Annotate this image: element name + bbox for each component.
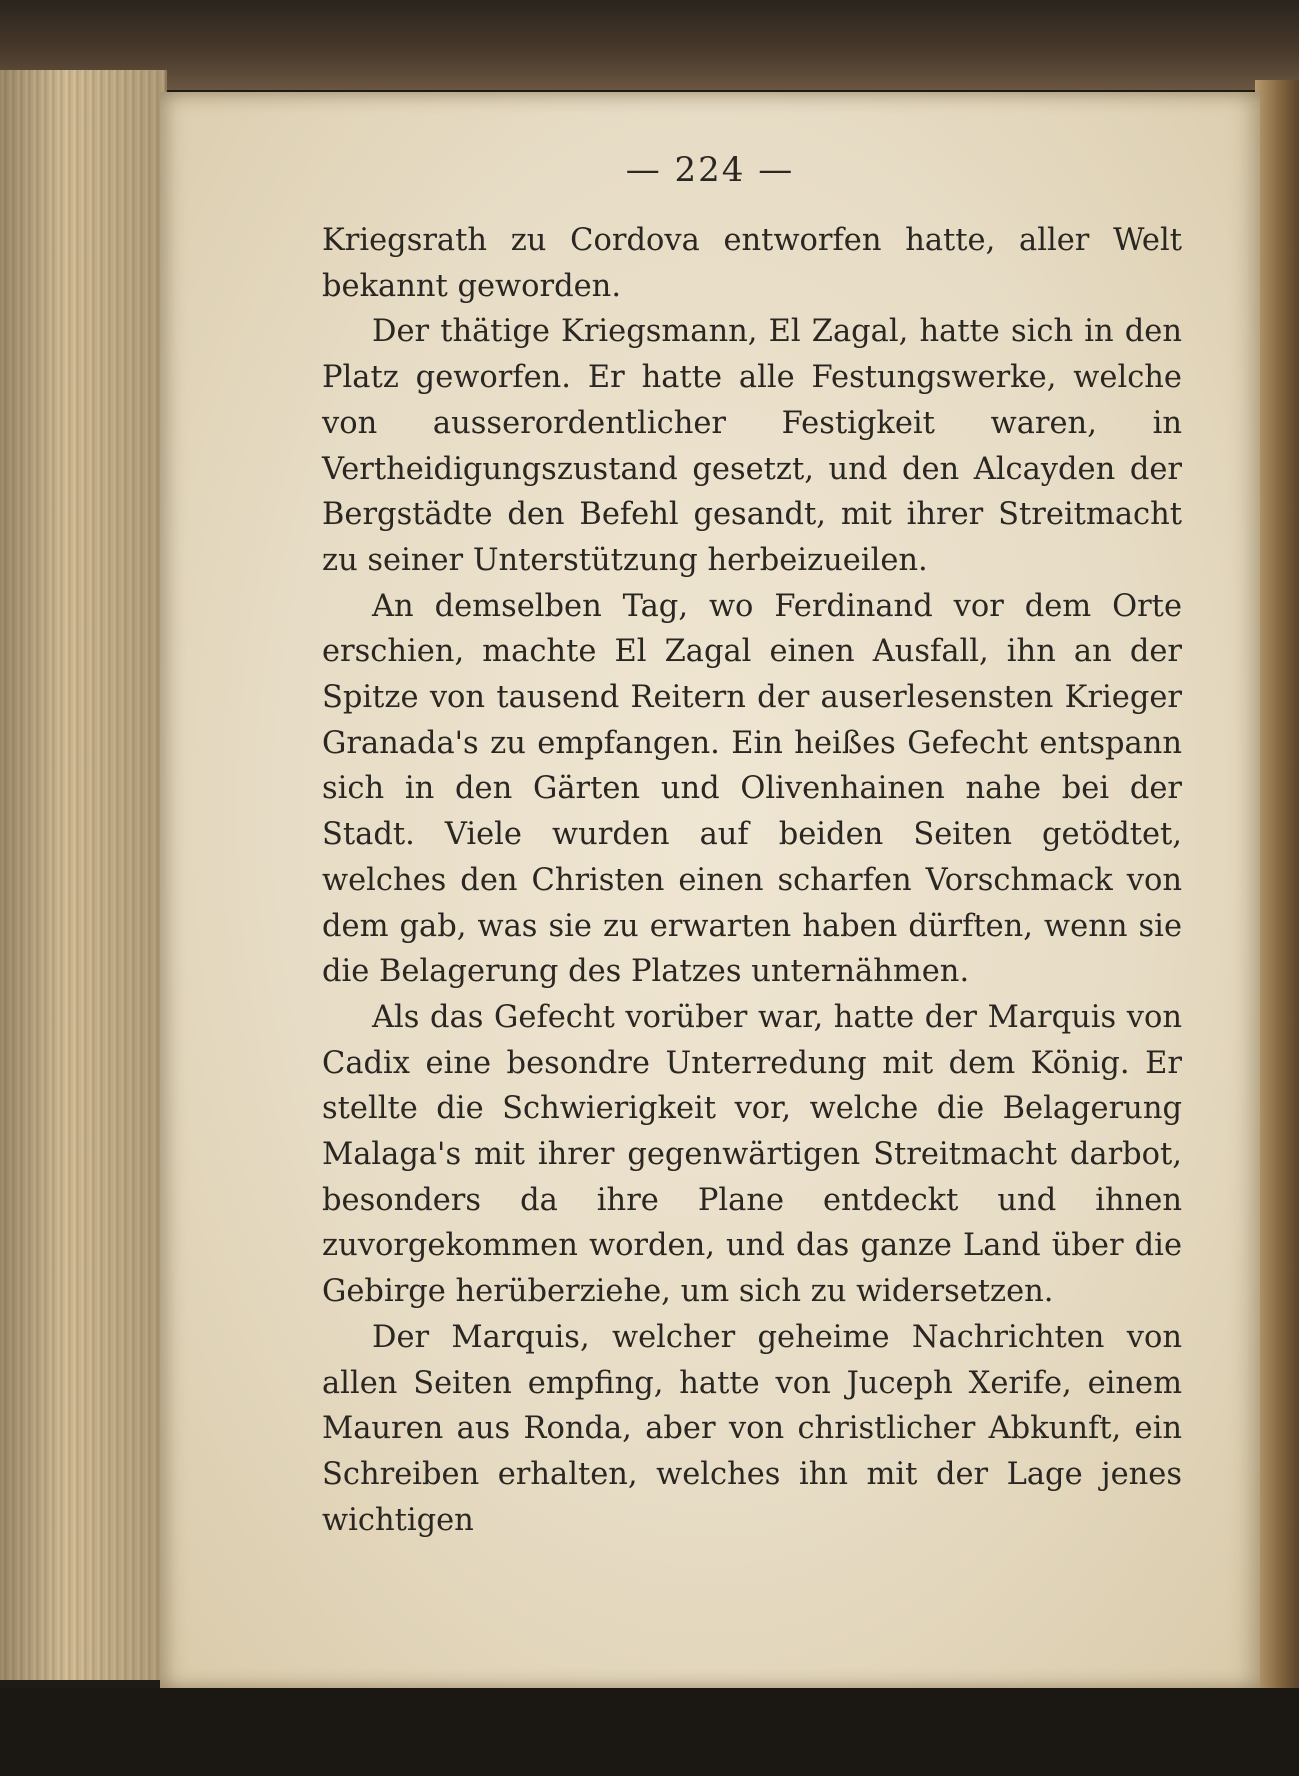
paragraph: Der Marquis, welcher geheime Nachrichten von allen Seiten empfing, hatte von Juceph Xerife, einem Mauren aus Ronda, aber von christlicher Abkunft, ein Schreiben erhalten, welches ihn mit der Lage jenes wichtigen (322, 1319, 1182, 1538)
paragraph: Als das Gefecht vorüber war, hatte der Marquis von Cadix eine besondre Unterredung mit dem König. Er stellte die Schwierigkeit vor, welche die Belagerung Malaga's mit ihrer gegenwärtigen Streitmacht darbot, besonders da ihre Plane entdeckt und ihnen zuvorgekommen worden, und das ganze Land über die Gebirge herüberziehe, um sich zu widersetzen. (322, 999, 1182, 1310)
paragraph: Der thätige Kriegsmann, El Zagal, hatte sich in den Platz geworfen. Er hatte alle Festungswerke, welche von ausserordentlicher Festigkeit waren, in Vertheidigungszustand gesetzt, und den Alcayden der Bergstädte den Befehl gesandt, mit ihrer Streitmacht zu seiner Unterstützung herbeizueilen. (322, 314, 1182, 578)
paragraph: An demselben Tag, wo Ferdinand vor dem Orte erschien, machte El Zagal einen Ausfall, ihn an der Spitze von tausend Reitern der auserlesensten Krieger Granada's zu empfangen. Ein heißes Gefecht entspann sich in den Gärten und Olivenhainen nahe bei der Stadt. Viele wurden auf beiden Seiten getödtet, welches den Christen einen scharfen Vorschmack von dem gab, was sie zu erwarten haben dürften, wenn sie die Belagerung des Platzes unternähmen. (322, 588, 1182, 990)
page-stack-edge (0, 70, 167, 1680)
page-body (322, 218, 1182, 1543)
book-top-edge (0, 0, 1299, 90)
page-number: — 224 — (625, 150, 795, 190)
book-cover-edge (1255, 80, 1299, 1695)
paragraph: Kriegsrath zu Cordova entworfen hatte, aller Welt bekannt geworden. (322, 223, 1182, 304)
book-bottom-edge (0, 1688, 1299, 1776)
